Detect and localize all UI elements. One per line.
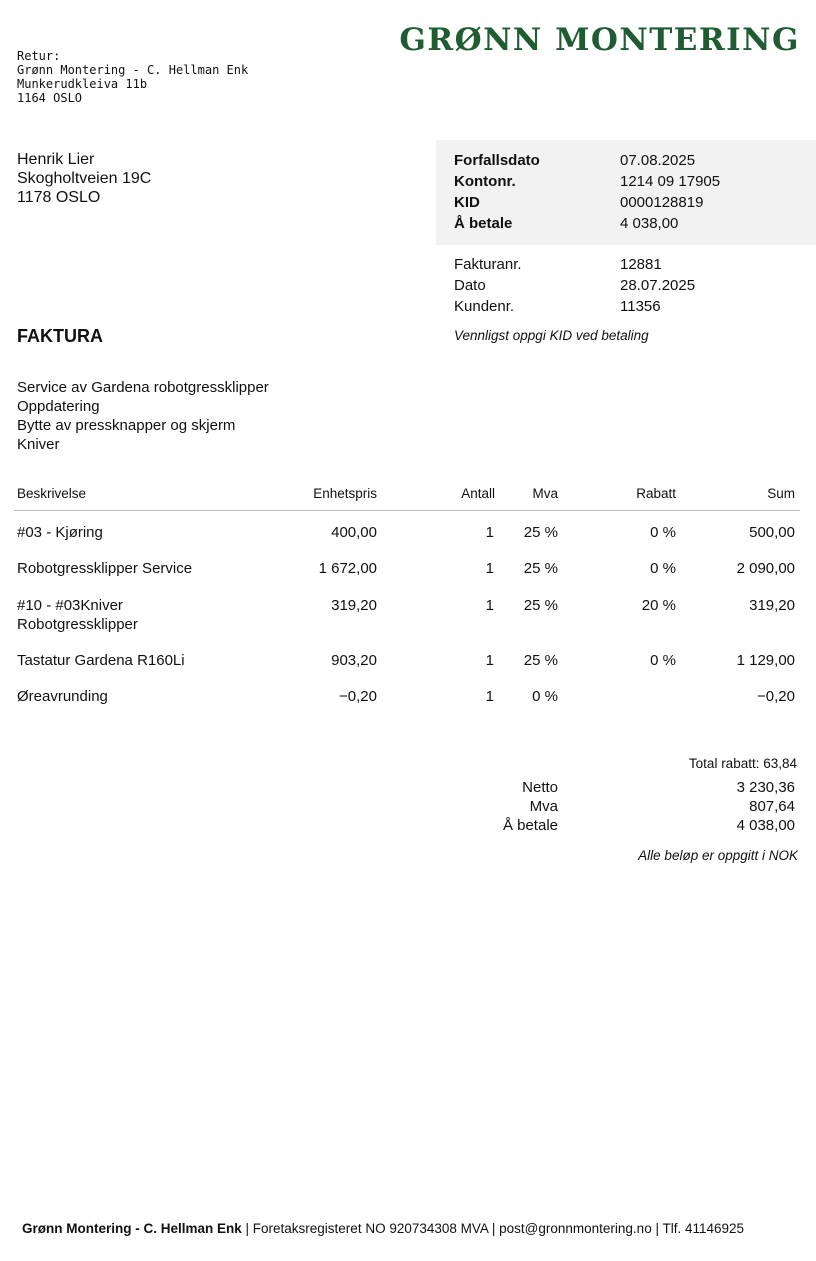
header-unit-price: Enhetspris	[313, 486, 377, 501]
row-vat: 25 %	[523, 652, 558, 669]
row-discount: 20 %	[641, 597, 676, 614]
row-sum: 500,00	[749, 524, 795, 541]
row-sum: 319,20	[749, 597, 795, 614]
row-description: Robotgressklipper Service	[17, 560, 193, 577]
row-unit-price: 903,20	[331, 652, 377, 669]
row-discount: 0 %	[650, 524, 676, 541]
footer	[22, 1221, 744, 1236]
row-unit-price: 400,00	[331, 524, 377, 541]
total-value: 4 038,00	[736, 817, 795, 834]
return-address-line: Munkerudkleiva 11b	[17, 77, 148, 91]
payment-label: KID	[454, 194, 480, 211]
table-header	[14, 484, 800, 511]
description-line: Service av Gardena robotgressklipper	[17, 379, 269, 396]
currency-note: Alle beløp er oppgitt i NOK	[638, 848, 798, 863]
row-description: Tastatur Gardena R160Li	[17, 652, 185, 669]
row-unit-price: −0,20	[339, 688, 377, 705]
payment-label: Å betale	[454, 215, 513, 232]
total-amount-due	[0, 816, 816, 835]
payment-label: Kontonr.	[454, 173, 516, 190]
row-unit-price: 319,20	[331, 597, 377, 614]
row-quantity: 1	[485, 524, 494, 541]
total-label: Å betale	[502, 817, 558, 834]
totals-summary	[0, 778, 816, 835]
recipient-name: Henrik Lier	[17, 151, 95, 168]
return-address-line: Retur:	[17, 49, 61, 63]
meta-value: 12881	[620, 256, 662, 273]
row-quantity: 1	[485, 688, 494, 705]
row-discount: 0 %	[650, 560, 676, 577]
row-vat: 25 %	[523, 560, 558, 577]
payment-value: 07.08.2025	[620, 152, 696, 169]
payment-value: 1214 09 17905	[620, 173, 721, 190]
return-address	[17, 49, 248, 105]
row-quantity: 1	[485, 560, 494, 577]
header-vat: Mva	[532, 486, 558, 501]
header-description: Beskrivelse	[17, 486, 87, 501]
payment-value: 4 038,00	[620, 215, 679, 232]
meta-value: 28.07.2025	[620, 277, 696, 294]
description-line: Bytte av pressknapper og skjerm	[17, 417, 236, 434]
description-line: Oppdatering	[17, 398, 100, 415]
total-label: Netto	[522, 779, 558, 796]
recipient-street: Skogholtveien 19C	[17, 170, 152, 187]
row-vat: 25 %	[523, 524, 558, 541]
footer-details: | Foretaksregisteret NO 920734308 MVA | post@gronnmontering.no | Tlf. 41146925	[241, 1221, 745, 1236]
return-address-line: Grønn Montering - C. Hellman Enk	[17, 63, 249, 77]
row-quantity: 1	[485, 652, 494, 669]
payment-label: Forfallsdato	[454, 152, 540, 169]
kid-note: Vennligst oppgi KID ved betaling	[454, 328, 649, 343]
total-value: 807,64	[749, 798, 795, 815]
row-sum: 2 090,00	[736, 560, 795, 577]
footer-company: Grønn Montering - C. Hellman Enk	[22, 1221, 242, 1236]
meta-label: Dato	[454, 277, 486, 294]
payment-value: 0000128819	[620, 194, 704, 211]
meta-label: Fakturanr.	[454, 256, 522, 273]
total-vat	[0, 797, 816, 816]
company-logo: GRØNN MONTERING	[399, 22, 800, 58]
return-address-line: 1164 OSLO	[17, 91, 83, 105]
meta-value: 11356	[620, 298, 661, 315]
table-row	[0, 596, 816, 634]
document-title: FAKTURA	[17, 326, 103, 346]
payment-info-box	[436, 140, 816, 245]
row-discount: 0 %	[650, 652, 676, 669]
header-quantity: Antall	[461, 486, 495, 501]
total-label: Mva	[529, 798, 558, 815]
total-value: 3 230,36	[736, 779, 795, 796]
header-sum: Sum	[767, 486, 795, 501]
row-unit-price: 1 672,00	[318, 560, 377, 577]
recipient-address	[17, 150, 151, 207]
row-description-continued: Robotgressklipper	[17, 616, 138, 633]
recipient-city: 1178 OSLO	[17, 189, 101, 206]
invoice-description	[17, 378, 269, 454]
row-description: #10 - #03Kniver	[17, 597, 123, 614]
row-sum: 1 129,00	[736, 652, 795, 669]
row-sum: −0,20	[757, 688, 795, 705]
row-vat: 0 %	[532, 688, 558, 705]
description-line: Kniver	[17, 436, 60, 453]
row-description: #03 - Kjøring	[17, 524, 103, 541]
row-quantity: 1	[485, 597, 494, 614]
row-description: Øreavrunding	[17, 688, 108, 705]
meta-label: Kundenr.	[454, 298, 515, 315]
total-discount: Total rabatt: 63,84	[688, 756, 797, 771]
total-net	[0, 778, 816, 797]
header-discount: Rabatt	[636, 486, 676, 501]
row-vat: 25 %	[523, 597, 558, 614]
